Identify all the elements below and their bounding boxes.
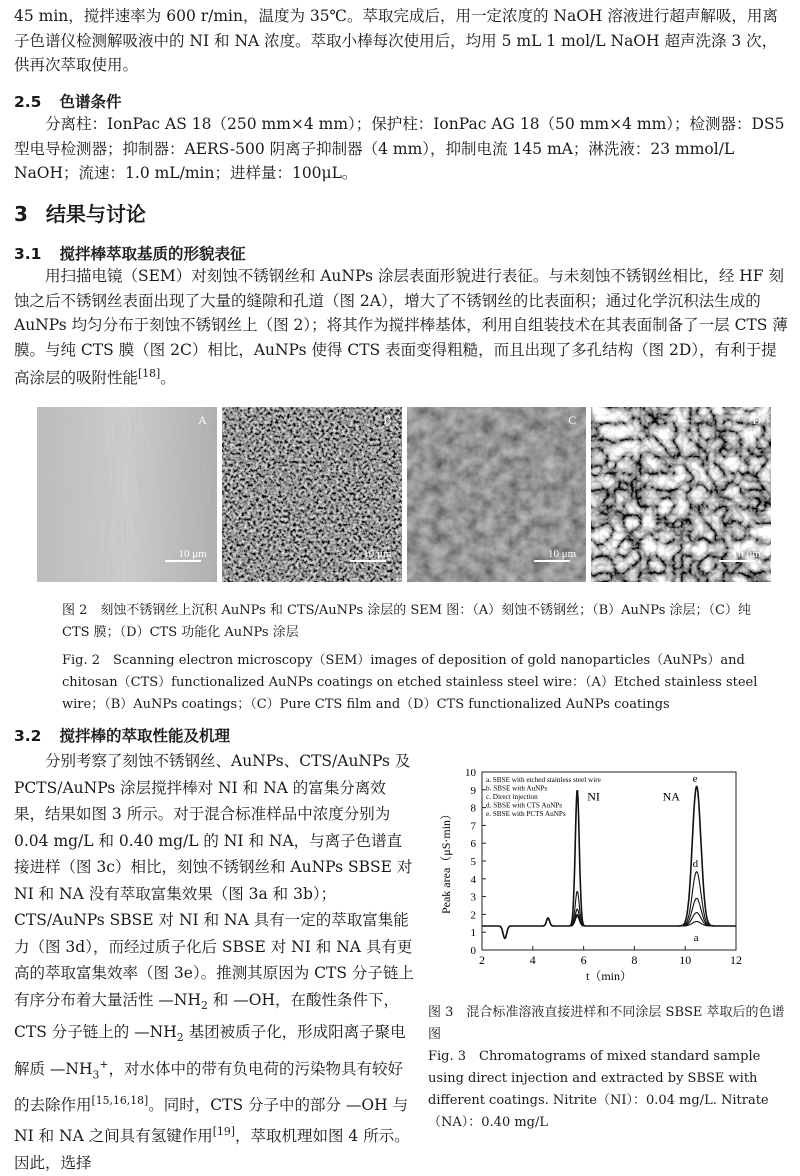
figure-2-caption-cn: 图 2 刻蚀不锈钢丝上沉积 AuNPs 和 CTS/AuNPs 涂层的 SEM 图：（A）刻蚀不锈钢丝；（B）AuNPs 涂层；（C）纯 CTS 膜；（D）CTS 功能化 AuNPs 涂层 [62, 603, 751, 640]
series-line-d [482, 872, 736, 939]
subscript: 2 [176, 1031, 184, 1045]
paragraph-text: ，对水体中的带有负电荷的污染物具有较好的去除作用 [14, 1059, 404, 1115]
x-tick-label: 2 [479, 953, 485, 967]
section-number: 3.1 [14, 245, 42, 263]
paragraph-text: 用扫描电镜（SEM）对刻蚀不锈钢丝和 AuNPs 涂层表面形貌进行表征。与未刻蚀不锈钢丝相比，经 HF 刻蚀之后不锈钢丝表面出现了大量的缝隙和孔道（图 2A），增大了不锈钢丝的比表面积；通过化学沉积法生成的 AuNPs 均匀分布于刻蚀不锈钢丝上（图 2）；将其作为搅拌棒基体，利用自组装技术在其表面制备了一层 CTS 薄膜。与纯 CTS 膜（图 2C）相比，AuNPs 使得 CTS 表面变得粗糙，而且出现了多孔结构（图 2D），有利于提高涂层的吸附性能 [14, 267, 788, 388]
panel-label: A [198, 413, 207, 427]
legend-entry: e. SBSE with PCTS AuNPs [486, 810, 566, 818]
sem-panel-b [222, 407, 402, 582]
paragraph-text: ，萃取机理如图 4 所示。因此，选择 [14, 1127, 410, 1172]
section-heading-3-2 [14, 724, 230, 746]
scale-bar-label: 10 μm [363, 548, 392, 560]
scale-bar [165, 560, 201, 562]
y-axis-label: Peak area（μS·min） [439, 807, 453, 915]
curve-label: e [692, 772, 698, 785]
section-heading-3-1 [14, 242, 245, 264]
x-axis-label: t（min） [585, 969, 633, 983]
y-tick-label: 4 [470, 873, 476, 886]
paragraph-end: 。 [160, 369, 176, 388]
paragraph-extraction [14, 748, 414, 1176]
section-number: 3 [14, 202, 28, 226]
scale-bar [534, 560, 570, 562]
y-tick-label: 3 [470, 891, 476, 904]
paragraph-text: 和 —OH，在酸性条件下，CTS 分子链上的 —NH [14, 990, 400, 1042]
superscript: + [99, 1057, 109, 1071]
paragraph-text: 。同时，CTS 分子中的部分 —OH 与 NI 和 NA 之间具有氢键作用 [14, 1096, 409, 1146]
panel-label: B [383, 413, 392, 427]
legend-entry: a. SBSE with etched stainless steel wire [486, 776, 601, 784]
scale-bar-label: 10 μm [548, 548, 577, 560]
section-number: 2.5 [14, 93, 42, 111]
panel-label: C [568, 413, 577, 427]
y-tick-label: 9 [470, 784, 476, 797]
y-tick-label: 6 [470, 838, 476, 851]
scale-bar [350, 560, 386, 562]
citation: [15,16,18] [91, 1094, 149, 1108]
subscript: 2 [201, 998, 208, 1012]
paragraph-top: 45 min，搅拌速率为 600 r/min，温度为 35℃。萃取完成后，用一定浓度的 NaOH 溶液进行超声解吸，用离子色谱仪检测解吸液中的 NI 和 NA 浓度。萃取小棒每次使用后，均用 5 mL 1 mol/L NaOH 超声洗涤 3 次，供再次萃取使用。 [14, 7, 778, 74]
subscript: 3 [92, 1067, 100, 1081]
y-tick-label: 5 [470, 856, 476, 868]
figure-2-caption-en: Fig. 2 Scanning electron microscopy（SEM）images of deposition of gold nanoparticles（AuNPs）and chitosan（CTS）functionalized AuNPs coatings on etched stainless steel wire：（A）Etched stainless steel wire；（B）AuNPs coatings；（C）Pure CTS film and（D）CTS functionalized AuNPs coatings [62, 653, 758, 712]
y-tick-label: 10 [465, 767, 476, 779]
legend-entry: c. Direct injection [486, 793, 538, 801]
scale-bar-label: 10 μm [178, 548, 207, 560]
y-tick-label: 7 [470, 820, 476, 833]
x-tick-label: 12 [730, 953, 742, 967]
section-title: 结果与讨论 [45, 202, 146, 226]
sem-panel-c [407, 407, 587, 582]
panel-label: D [752, 413, 761, 427]
curve-label: a [693, 932, 699, 945]
x-tick-label: 4 [529, 953, 536, 967]
citation: [19] [212, 1125, 235, 1139]
section-number: 3.2 [14, 727, 42, 745]
sem-panel-d [591, 407, 771, 582]
citation: [18] [138, 367, 161, 380]
y-tick-label: 0 [470, 945, 476, 957]
chart-legend [486, 776, 601, 818]
legend-entry: d. SBSE with CTS AuNPs [486, 801, 563, 810]
sem-panel-a [37, 407, 217, 582]
peak-label-na: NA [662, 789, 680, 804]
sem-figure [37, 407, 771, 582]
section-title: 色谱条件 [59, 93, 122, 111]
scale-bar [719, 560, 755, 562]
figure-3-caption-en: Fig. 3 Chromatograms of mixed standard sample using direct injection and extracted by SBSE with different coatings. Nitrite（NI）：0.04 mg/L. Nitrate（NA）：0.40 mg/L [428, 1049, 769, 1130]
section-title: 搅拌棒的萃取性能及机理 [59, 727, 230, 745]
section-title: 搅拌棒萃取基质的形貌表征 [59, 245, 246, 263]
paragraph-text: 基团被质子化，形成阳离子聚电解质 —NH [14, 1023, 406, 1078]
x-tick-label: 10 [679, 953, 692, 967]
y-tick-label: 1 [470, 927, 476, 940]
y-tick-label: 8 [470, 802, 476, 815]
x-tick-label: 6 [580, 953, 587, 967]
paragraph-sem [14, 264, 790, 391]
section-heading-3 [14, 198, 146, 227]
y-tick-label: 2 [470, 909, 476, 922]
peak-label-ni: NI [587, 789, 600, 804]
section-heading-2-5 [14, 90, 121, 112]
curve-label: d [692, 858, 699, 871]
scale-bar-label: 10 μm [732, 548, 761, 560]
chromatogram-chart [420, 758, 780, 983]
x-tick-label: 8 [631, 953, 638, 967]
figure-3-caption-cn: 图 3 混合标准溶液直接进样和不同涂层 SBSE 萃取后的色谱图 [428, 1005, 785, 1042]
paragraph-text: 分别考察了刻蚀不锈钢丝、AuNPs、CTS/AuNPs 及 PCTS/AuNPs 涂层搅拌棒对 NI 和 NA 的富集分离效果，结果如图 3 所示。对于混合标准样品中浓度分别为 0.04 mg/L 和 0.40 mg/L 的 NI 和 NA，与离子色谱直接进样（图 3c）相比，刻蚀不锈钢丝和 AuNPs SBSE 对 NI 和 NA 没有萃取富集效果（图 3a 和 3b）；CTS/AuNPs SBSE 对 NI 和 NA 具有一定的萃取富集能力（图 3d），而经过质子化后 SBSE 对 NI 和 NA 具有更高的萃取富集效率（图 3e）。推测其原因为 CTS 分子链上有序分布着大量活性 —NH [14, 752, 414, 1009]
paragraph-chromatography: 分离柱：IonPac AS 18（250 mm×4 mm）；保护柱：IonPac AG 18（50 mm×4 mm）；检测器：DS5 型电导检测器；抑制器：AERS-500 阴离子抑制器（4 mm），抑制电流 145 mA；淋洗液：23 mmol/L NaOH；流速：1.0 mL/min；进样量：100μL。 [14, 115, 785, 182]
legend-entry: b. SBSE with AuNPs [486, 784, 548, 793]
